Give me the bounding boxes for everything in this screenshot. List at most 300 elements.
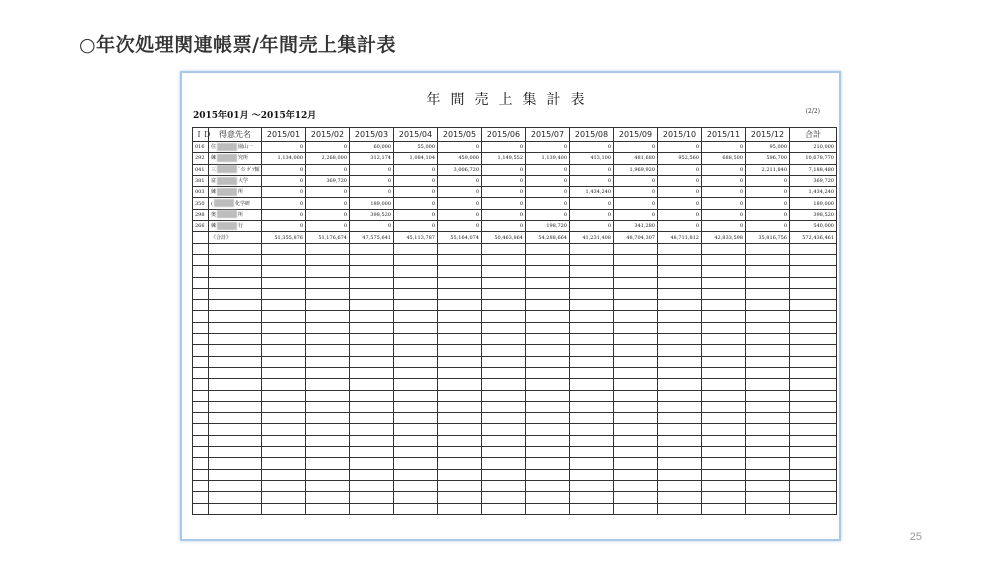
- empty-cell: [438, 254, 482, 265]
- empty-cell: [614, 266, 658, 277]
- monthly-sales-cell: 0: [614, 198, 658, 209]
- empty-cell: [658, 334, 702, 345]
- empty-cell: [306, 447, 350, 458]
- monthly-sales-cell: 0: [350, 164, 394, 175]
- empty-cell: [614, 480, 658, 491]
- empty-cell: [350, 266, 394, 277]
- monthly-sales-cell: 0: [746, 209, 790, 220]
- empty-cell: [350, 379, 394, 390]
- empty-cell: [262, 413, 306, 424]
- empty-cell: [702, 243, 746, 254]
- empty-cell: [209, 277, 262, 288]
- customer-name-end: 所: [238, 211, 244, 218]
- empty-cell: [209, 492, 262, 503]
- monthly-sales-cell: 0: [306, 221, 350, 232]
- empty-cell: [746, 413, 790, 424]
- empty-cell: [614, 390, 658, 401]
- empty-cell: [193, 288, 209, 299]
- blank-row: [193, 345, 837, 356]
- row-total-cell: 369,720: [790, 175, 837, 186]
- empty-cell: [658, 480, 702, 491]
- monthly-sales-cell: 0: [394, 198, 438, 209]
- empty-cell: [570, 345, 614, 356]
- monthly-sales-cell: 0: [702, 187, 746, 198]
- column-header: 2015/09: [614, 128, 658, 142]
- monthly-sales-cell: 0: [614, 142, 658, 153]
- empty-cell: [262, 503, 306, 514]
- customer-name-start: 練: [211, 155, 217, 162]
- customer-name-start: 奥: [211, 211, 217, 218]
- empty-cell: [526, 435, 570, 446]
- empty-cell: [193, 232, 209, 243]
- table-row: [193, 198, 837, 209]
- customer-name-start: 練: [211, 223, 217, 230]
- monthly-sales-cell: 0: [702, 221, 746, 232]
- empty-cell: [262, 367, 306, 378]
- empty-cell: [262, 266, 306, 277]
- grand-total-cell: 572,436,461: [790, 232, 837, 243]
- monthly-sales-cell: 0: [658, 142, 702, 153]
- monthly-sales-cell: 0: [438, 221, 482, 232]
- monthly-sales-cell: 312,174: [350, 153, 394, 164]
- empty-cell: [702, 254, 746, 265]
- table-row: [193, 221, 837, 232]
- empty-cell: [702, 503, 746, 514]
- monthly-sales-cell: 0: [614, 209, 658, 220]
- empty-cell: [306, 334, 350, 345]
- monthly-sales-cell: 0: [570, 198, 614, 209]
- monthly-sales-cell: 1,969,920: [614, 164, 658, 175]
- customer-name-start: 練: [211, 189, 217, 196]
- empty-cell: [306, 401, 350, 412]
- empty-cell: [262, 334, 306, 345]
- empty-cell: [570, 288, 614, 299]
- empty-cell: [262, 356, 306, 367]
- monthly-sales-cell: 0: [350, 221, 394, 232]
- redaction-blur: [214, 199, 234, 207]
- monthly-sales-cell: 1,139,400: [526, 153, 570, 164]
- monthly-sales-cell: 0: [482, 221, 526, 232]
- empty-cell: [790, 266, 837, 277]
- empty-cell: [438, 447, 482, 458]
- empty-cell: [209, 390, 262, 401]
- monthly-sales-cell: 0: [394, 175, 438, 186]
- empty-cell: [746, 503, 790, 514]
- empty-cell: [350, 447, 394, 458]
- empty-cell: [482, 254, 526, 265]
- monthly-sales-cell: 0: [394, 221, 438, 232]
- monthly-sales-cell: 0: [350, 187, 394, 198]
- empty-cell: [394, 254, 438, 265]
- blank-row: [193, 334, 837, 345]
- empty-cell: [746, 300, 790, 311]
- empty-cell: [746, 356, 790, 367]
- empty-cell: [209, 480, 262, 491]
- table-row: [193, 142, 837, 153]
- empty-cell: [438, 322, 482, 333]
- grand-total-row: [193, 232, 837, 243]
- empty-cell: [614, 345, 658, 356]
- table-row: [193, 153, 837, 164]
- monthly-sales-cell: 0: [658, 175, 702, 186]
- empty-cell: [262, 435, 306, 446]
- empty-cell: [193, 435, 209, 446]
- empty-cell: [526, 492, 570, 503]
- column-header: 合計: [790, 128, 837, 142]
- column-header: 2015/11: [702, 128, 746, 142]
- empty-cell: [658, 288, 702, 299]
- monthly-sales-cell: 0: [482, 198, 526, 209]
- empty-cell: [193, 424, 209, 435]
- empty-cell: [193, 266, 209, 277]
- monthly-sales-cell: 0: [570, 164, 614, 175]
- monthly-sales-cell: 0: [746, 175, 790, 186]
- blank-row: [193, 356, 837, 367]
- empty-cell: [262, 480, 306, 491]
- customer-id-cell: 016: [193, 142, 209, 153]
- empty-cell: [193, 300, 209, 311]
- empty-cell: [570, 379, 614, 390]
- row-total-cell: 7,188,480: [790, 164, 837, 175]
- empty-cell: [746, 469, 790, 480]
- column-header: 2015/02: [306, 128, 350, 142]
- empty-cell: [482, 424, 526, 435]
- empty-cell: [193, 469, 209, 480]
- monthly-sales-cell: 95,000: [746, 142, 790, 153]
- empty-cell: [482, 356, 526, 367]
- empty-cell: [306, 254, 350, 265]
- empty-cell: [394, 243, 438, 254]
- blank-row: [193, 480, 837, 491]
- empty-cell: [438, 379, 482, 390]
- empty-cell: [526, 322, 570, 333]
- empty-cell: [790, 379, 837, 390]
- empty-cell: [482, 288, 526, 299]
- empty-cell: [394, 288, 438, 299]
- monthly-sales-cell: 413,100: [570, 153, 614, 164]
- empty-cell: [702, 334, 746, 345]
- empty-cell: [438, 469, 482, 480]
- monthly-sales-cell: 0: [658, 221, 702, 232]
- empty-cell: [658, 254, 702, 265]
- blank-row: [193, 424, 837, 435]
- empty-cell: [614, 469, 658, 480]
- empty-cell: [790, 322, 837, 333]
- empty-cell: [658, 277, 702, 288]
- empty-cell: [526, 379, 570, 390]
- empty-cell: [790, 356, 837, 367]
- table-body: [193, 142, 837, 515]
- monthly-sales-cell: 60,000: [350, 142, 394, 153]
- empty-cell: [570, 254, 614, 265]
- empty-cell: [790, 492, 837, 503]
- blank-row: [193, 311, 837, 322]
- column-header: 2015/12: [746, 128, 790, 142]
- empty-cell: [394, 266, 438, 277]
- monthly-sales-cell: 0: [482, 175, 526, 186]
- empty-cell: [350, 492, 394, 503]
- empty-cell: [262, 288, 306, 299]
- grand-total-cell: 51,176,674: [306, 232, 350, 243]
- empty-cell: [306, 243, 350, 254]
- table-row: [193, 164, 837, 175]
- empty-cell: [746, 401, 790, 412]
- customer-name-cell: [209, 187, 262, 198]
- empty-cell: [526, 480, 570, 491]
- empty-cell: [394, 300, 438, 311]
- empty-cell: [394, 435, 438, 446]
- customer-name-cell: [209, 221, 262, 232]
- empty-cell: [193, 480, 209, 491]
- empty-cell: [570, 311, 614, 322]
- empty-cell: [526, 458, 570, 469]
- monthly-sales-cell: 0: [746, 187, 790, 198]
- customer-name-end: 園山一: [238, 144, 254, 151]
- empty-cell: [350, 322, 394, 333]
- customer-name-end: 行: [238, 223, 244, 230]
- empty-cell: [306, 288, 350, 299]
- empty-cell: [193, 322, 209, 333]
- empty-cell: [262, 311, 306, 322]
- empty-cell: [570, 367, 614, 378]
- monthly-sales-cell: 369,720: [306, 175, 350, 186]
- blank-row: [193, 322, 837, 333]
- empty-cell: [350, 300, 394, 311]
- empty-cell: [570, 447, 614, 458]
- empty-cell: [438, 334, 482, 345]
- empty-cell: [526, 288, 570, 299]
- grand-total-label: 《合計》: [209, 232, 262, 243]
- empty-cell: [262, 492, 306, 503]
- empty-cell: [570, 266, 614, 277]
- empty-cell: [746, 277, 790, 288]
- report-title: 年間売上集計表: [426, 92, 595, 108]
- empty-cell: [209, 503, 262, 514]
- empty-cell: [614, 254, 658, 265]
- empty-cell: [658, 345, 702, 356]
- empty-cell: [438, 424, 482, 435]
- empty-cell: [394, 311, 438, 322]
- monthly-sales-cell: 0: [526, 198, 570, 209]
- redaction-blur: [217, 210, 237, 218]
- empty-cell: [614, 334, 658, 345]
- monthly-sales-cell: 0: [438, 142, 482, 153]
- empty-cell: [482, 447, 526, 458]
- empty-cell: [570, 300, 614, 311]
- monthly-sales-cell: 0: [262, 198, 306, 209]
- monthly-sales-cell: 1,134,000: [262, 153, 306, 164]
- monthly-sales-cell: 398,520: [350, 209, 394, 220]
- empty-cell: [614, 322, 658, 333]
- empty-cell: [482, 492, 526, 503]
- empty-cell: [614, 401, 658, 412]
- monthly-sales-cell: 0: [306, 164, 350, 175]
- empty-cell: [702, 288, 746, 299]
- empty-cell: [658, 401, 702, 412]
- customer-name-end: ﾞｲｼ ｶﾞﾂ館: [238, 166, 260, 173]
- empty-cell: [394, 277, 438, 288]
- empty-cell: [394, 458, 438, 469]
- monthly-sales-cell: 0: [526, 175, 570, 186]
- row-total-cell: 540,000: [790, 221, 837, 232]
- empty-cell: [262, 469, 306, 480]
- monthly-sales-cell: 0: [526, 187, 570, 198]
- empty-cell: [570, 424, 614, 435]
- empty-cell: [702, 424, 746, 435]
- empty-cell: [702, 356, 746, 367]
- empty-cell: [746, 266, 790, 277]
- empty-cell: [350, 243, 394, 254]
- redaction-blur: [217, 222, 237, 230]
- empty-cell: [790, 503, 837, 514]
- empty-cell: [438, 300, 482, 311]
- empty-cell: [193, 401, 209, 412]
- empty-cell: [482, 345, 526, 356]
- blank-row: [193, 458, 837, 469]
- empty-cell: [350, 334, 394, 345]
- column-header: 2015/04: [394, 128, 438, 142]
- table-row: [193, 175, 837, 186]
- empty-cell: [438, 435, 482, 446]
- empty-cell: [350, 254, 394, 265]
- empty-cell: [306, 367, 350, 378]
- empty-cell: [306, 480, 350, 491]
- empty-cell: [658, 492, 702, 503]
- empty-cell: [193, 367, 209, 378]
- empty-cell: [306, 311, 350, 322]
- empty-cell: [193, 334, 209, 345]
- blank-row: [193, 469, 837, 480]
- report-period: 2015年01月 ～2015年12月: [193, 111, 317, 121]
- empty-cell: [209, 345, 262, 356]
- empty-cell: [350, 503, 394, 514]
- empty-cell: [394, 401, 438, 412]
- monthly-sales-cell: 0: [702, 198, 746, 209]
- empty-cell: [482, 503, 526, 514]
- monthly-sales-cell: 0: [438, 175, 482, 186]
- monthly-sales-cell: 0: [262, 164, 306, 175]
- empty-cell: [350, 458, 394, 469]
- grand-total-cell: 47,575,641: [350, 232, 394, 243]
- empty-cell: [570, 469, 614, 480]
- empty-cell: [482, 458, 526, 469]
- row-total-cell: 10,678,770: [790, 153, 837, 164]
- empty-cell: [193, 413, 209, 424]
- customer-id-cell: 350: [193, 198, 209, 209]
- empty-cell: [570, 435, 614, 446]
- monthly-sales-cell: 0: [702, 142, 746, 153]
- column-header: ＩＤ: [193, 128, 209, 142]
- empty-cell: [209, 322, 262, 333]
- monthly-sales-cell: 596,700: [746, 153, 790, 164]
- empty-cell: [658, 469, 702, 480]
- empty-cell: [193, 243, 209, 254]
- empty-cell: [306, 492, 350, 503]
- empty-cell: [262, 401, 306, 412]
- monthly-sales-cell: 0: [438, 198, 482, 209]
- empty-cell: [193, 379, 209, 390]
- empty-cell: [702, 480, 746, 491]
- empty-cell: [306, 345, 350, 356]
- redaction-blur: [217, 154, 237, 162]
- monthly-sales-cell: 0: [482, 209, 526, 220]
- customer-id-cell: 266: [193, 221, 209, 232]
- empty-cell: [746, 334, 790, 345]
- empty-cell: [209, 334, 262, 345]
- empty-cell: [790, 345, 837, 356]
- table-header-row: [193, 128, 837, 142]
- monthly-sales-cell: 0: [658, 209, 702, 220]
- blank-row: [193, 413, 837, 424]
- empty-cell: [482, 266, 526, 277]
- empty-cell: [570, 503, 614, 514]
- blank-row: [193, 288, 837, 299]
- monthly-sales-cell: 0: [702, 209, 746, 220]
- empty-cell: [262, 379, 306, 390]
- empty-cell: [438, 288, 482, 299]
- grand-total-cell: 45,113,787: [394, 232, 438, 243]
- empty-cell: [262, 322, 306, 333]
- monthly-sales-cell: 0: [394, 164, 438, 175]
- monthly-sales-cell: 3,006,720: [438, 164, 482, 175]
- empty-cell: [790, 424, 837, 435]
- monthly-sales-cell: 0: [306, 209, 350, 220]
- monthly-sales-cell: 0: [438, 209, 482, 220]
- blank-row: [193, 503, 837, 514]
- table-row: [193, 209, 837, 220]
- monthly-sales-cell: 1,434,240: [570, 187, 614, 198]
- row-total-cell: 210,000: [790, 142, 837, 153]
- monthly-sales-cell: 0: [614, 175, 658, 186]
- report-frame: [180, 71, 841, 541]
- empty-cell: [658, 390, 702, 401]
- redaction-blur: [217, 177, 237, 185]
- monthly-sales-cell: 0: [658, 164, 702, 175]
- empty-cell: [614, 424, 658, 435]
- monthly-sales-cell: 0: [570, 142, 614, 153]
- empty-cell: [193, 254, 209, 265]
- empty-cell: [790, 435, 837, 446]
- empty-cell: [262, 424, 306, 435]
- empty-cell: [193, 447, 209, 458]
- customer-id-cell: 298: [193, 209, 209, 220]
- monthly-sales-cell: 0: [350, 175, 394, 186]
- monthly-sales-cell: 189,000: [350, 198, 394, 209]
- empty-cell: [350, 311, 394, 322]
- empty-cell: [658, 503, 702, 514]
- empty-cell: [658, 266, 702, 277]
- empty-cell: [790, 447, 837, 458]
- empty-cell: [570, 277, 614, 288]
- empty-cell: [790, 243, 837, 254]
- empty-cell: [526, 413, 570, 424]
- empty-cell: [262, 390, 306, 401]
- customer-name-cell: [209, 198, 262, 209]
- empty-cell: [790, 277, 837, 288]
- empty-cell: [790, 288, 837, 299]
- monthly-sales-cell: 952,560: [658, 153, 702, 164]
- empty-cell: [702, 492, 746, 503]
- empty-cell: [350, 345, 394, 356]
- empty-cell: [262, 300, 306, 311]
- empty-cell: [438, 266, 482, 277]
- empty-cell: [614, 311, 658, 322]
- empty-cell: [438, 480, 482, 491]
- blank-row: [193, 266, 837, 277]
- empty-cell: [193, 390, 209, 401]
- empty-cell: [193, 503, 209, 514]
- empty-cell: [614, 413, 658, 424]
